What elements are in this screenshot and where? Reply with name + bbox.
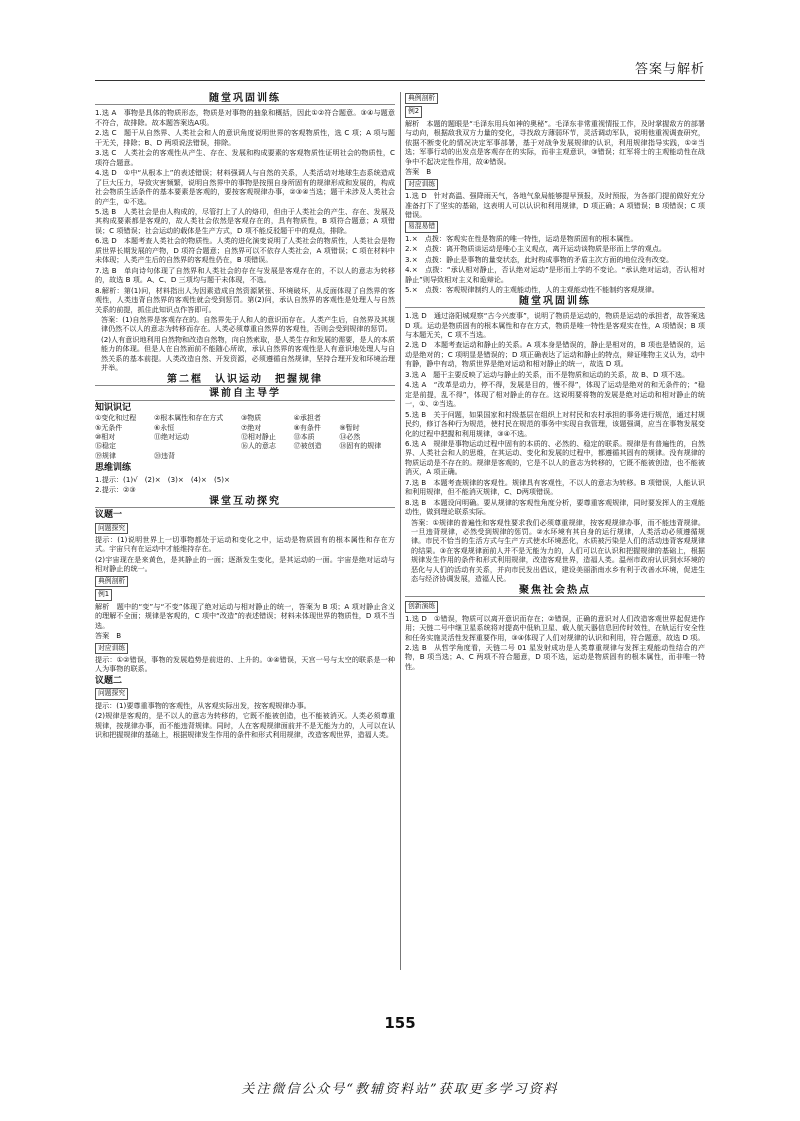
topic-title: 议题一 (95, 510, 123, 521)
knowledge-item: ③物质 (240, 414, 262, 423)
header-rule (95, 80, 705, 81)
knowledge-item: ⑪绝对运动 (153, 432, 189, 441)
footer-note: 关注微信公众号“教辅资料站”获取更多学习资料 (241, 1082, 559, 1097)
header-title: 答案与解析 (634, 62, 705, 77)
knowledge-item: ⑫相对静止 (240, 432, 276, 441)
mistake-item: 5.× 点拨：客观规律制约人的主观能动性，人的主观能动性不能制约客观规律。 (405, 285, 659, 295)
answer-item: 6.选 A 规律是事物运动过程中固有的本质的、必然的、稳定的联系。规律是有普遍性的，自然界、人类社会和人的思维，在其运动、变化和发展的过程中，都遵循其固有的规律。没有规律的物质运动是不存在的。规律是客观的，它是不以人的意志为转移的，它既不能被创造，也不能被消灭，A 项正确。 (405, 438, 705, 477)
knowledge-item: ①变化和过程 (95, 414, 137, 423)
answer-item: 6.选 D 本题考查人类社会的物质性。人类的进化演变说明了人类社会的物质性，人类社会是物质世界长期发展的产物，D 项符合题意；自然界可以不依存人类社会，A 项错误；C 项在材料中未体现；人类产生后的自然界的客观性仍在，B 项错误。 (95, 236, 395, 265)
knowledge-item: ⑥永恒 (153, 423, 175, 432)
answer-text: 答案：①规律的普遍性和客观性要求我们必须尊重规律，按客观规律办事，而不能违背规律。一旦违背规律，必然受到规律的惩罚。②水环境有其自身的运行规律，人类活动必须遵循规律。市民不恰当的生活方式与生产方式使水环境恶化，水质被污染是人们的活动违背客观规律的结果。③在客观规律面前人并不是无能为力的，人们可以在认识和把握规律的基础上，根据规律发生作用的条件和形式利用规律，改造客观世界，造福人类。温州市政府认识到水环境的恶化与人们的活动有关系，并向市民发出倡议，建设美丽浙南水乡有利于改善水环境，促进生态与经济协调发展，造福人民。 (411, 517, 705, 584)
knowledge-item: ②根本属性和存在方式 (153, 414, 224, 423)
mistake-tag: 易混易错 (405, 221, 438, 232)
training-tag: 对应训练 (95, 643, 128, 654)
knowledge-item: ⑱固有的规律 (339, 442, 382, 451)
example-tag: 典例剖析 (95, 576, 128, 587)
knowledge-item: ⑮稳定 (95, 442, 116, 451)
hint-text: (2)规律是客观的，是不以人的意志为转移的，它既不能被创造，也不能被消灭。人类必须尊重规律，按规律办事，而不能违背规律。同时，人在客观规律面前并不是无能为力的，人可以在认识和把握规律的基础上，根据规律发生作用的条件和形式利用规律，改造客观世界，造福人类。 (95, 711, 395, 740)
example-number: 例1 (95, 589, 112, 600)
section-title: 随堂巩固训练 (95, 94, 395, 105)
answer-item: 3.选 A 题干主要反映了运动与静止的关系，而不是物质和运动的关系，故 B、D 项不选。 (405, 369, 690, 379)
answer-item: 8.解析：第(1)问，材料指出人为因素造成自然资源紧张、环境破坏，从反面体现了自然界的客观性，人类违背自然界的客观性就会受到惩罚。第(2)问，承认自然界的客观性是处理人与自然关系的前提，抓住此知识点作答即可。 (95, 285, 395, 314)
answer-item: 1.选 D 通过洛阳城观察“古今兴废事”，说明了物质是运动的，物质是运动的承担者，故答案选 D 项。运动是物质固有的根本属性和存在方式，物质是唯一特性是客观实在性，A 项错误；B 项与本题无关，C 项不当选。 (405, 311, 705, 339)
question-tag: 问题探究 (95, 523, 128, 534)
knowledge-item: ⑬本质 (293, 432, 315, 441)
knowledge-item: ⑩相对 (95, 432, 116, 441)
mistake-item: 1.× 点拨：客观实在性是物质的唯一特性，运动是物质固有的根本属性。 (405, 233, 638, 243)
knowledge-item: ⑦绝对 (240, 423, 262, 432)
innovation-item: 1.选 D ①错误，物质可以离开意识而存在；②错误，正确的意识对人们改造客观世界起促进作用；天链二号中继卫星系统将对提高中低轨卫星、载人航天器信息回传时效性，在轨运行安全性和任务实施灵活性发挥重要作用，③④体现了人们对规律的认识和利用，符合题意，故选 D 项。 (405, 613, 705, 642)
page-header (95, 58, 705, 80)
knowledge-item: ⑤无条件 (95, 423, 123, 432)
interactive-title: 课堂互动探究 (95, 497, 395, 508)
answer-item: 7.选 B 单向诗句体现了自然界和人类社会的存在与发展是客观存在的，不以人的意志为转移的，故选 B 项。A、C、D 三项均与题干未体现，不选。 (95, 265, 395, 285)
hint-text: 提示：(1)说明世界上一切事物都处于运动和变化之中，运动是物质固有的根本属性和存在方式。宇宙只有在运动中才能维持存在。 (95, 535, 395, 554)
hot-topics-title: 聚焦社会热点 (405, 586, 705, 597)
column-divider (400, 92, 401, 970)
preview-title: 课前自主导学 (95, 389, 395, 400)
question-tag: 问题探究 (95, 688, 128, 699)
mistake-item: 2.× 点拨：离开物质谈运动是唯心主义观点，离开运动谈物质是形而上学的观点。 (405, 244, 666, 254)
innovation-tag: 创新演练 (405, 601, 438, 612)
answer-item: 8.选 B 本题设问明确。要从规律的客观性角度分析，要尊重客观规律，同时要发挥人的主观能动性，做到理论联系实际。 (405, 497, 705, 517)
knowledge-label: 知识识记 (95, 402, 132, 413)
knowledge-item: ⑰被创造 (293, 442, 322, 451)
knowledge-item: ⑨暂时 (339, 423, 360, 432)
innovation-item: 2.选 B 从哲学角度看，天链二号 01 星发射成功是人类尊重规律与发挥主观能动性结合的产物，B 项当选；A、C 两项不符合题意，D 项不选，运动是物质固有的根本属性，而非唯一特性。 (405, 643, 705, 671)
mistake-item: 4.× 点拨：“承认相对静止，否认绝对运动”是形而上学的不变论。“承认绝对运动，否认相对静止”则导致相对主义和诡辩论。 (405, 265, 705, 284)
hint-text: (2)宇宙现在是来黄色，是其静止的一面；逐渐发生变化，是其运动的一面。宇宙是绝对运动与相对静止的统一。 (95, 554, 395, 574)
right-column (405, 92, 705, 672)
frame-title: 第二框 认识运动 把握规律 (95, 375, 395, 386)
knowledge-item: ⑲规律 (95, 451, 116, 460)
knowledge-item: ⑳违背 (153, 451, 175, 460)
answer-list (95, 108, 395, 372)
section-title: 随堂巩固训练 (405, 297, 705, 308)
mistake-item: 3.× 点拨：静止是事物的量变状态，此时构成事物的矛盾主次方面的地位没有改变。 (405, 254, 674, 264)
example-number: 例2 (405, 106, 422, 117)
topic-title: 议题二 (95, 675, 123, 686)
training-text: 提示：①②错误，事物的发展趋势是前进的、上升的。③④错误，天宫一号与太空的联系是一种人为事物的联系。 (95, 655, 395, 674)
left-column (95, 92, 395, 741)
thinking-item: 2.提示：②③ (95, 485, 136, 495)
example-analysis: 解析 本题的题眼是“毛泽东用兵如神的奥秘”。毛泽东非常重视情报工作，及时掌握敌方的部署与动向，根据敌我双方力量的变化，寻找敌方薄弱环节，灵活调动军队，说明他重视调查研究，依据不断变化的情况决定军事部署，基于对战争发展规律的认识，利用规律指导实践，①②当选；军事行动的出发点是客观存在的实际，而非主观意识，③错误；红军将士的主观能动性在战争中不起决定性作用，故④错误。 (405, 118, 705, 166)
answer-item: 2.选 C 题干从自然界、人类社会和人的意识角度说明世界的客观物质性，选 C 项；A 项与题干无关，排除；B、D 两项说法错误，排除。 (95, 128, 395, 147)
answer-item: 3.选 C 人类社会的客观性从产生、存在、发展和构成要素的客观物质性证明社会的物质性，C 项符合题意。 (95, 148, 395, 167)
knowledge-item: ④承担者 (293, 414, 321, 423)
training-text: 1.选 D 针对高温、强降雨天气，各地气象局能够提早预报，及时预报，为各部门提前做好充分准备打下了坚实的基础，这表明人可以认识和利用规律，D 项正确；A 项错误；B 项错误；C 项错误。 (405, 191, 705, 219)
answer-item: 4.选 D ①中“从根本上”的表述错误；材料强调人与自然的关系，人类活动对地球生态系统造成了巨大压力，导致灾害频繁，说明自然界中的事物是按照自身所固有的规律形成和发展的，构成社会物质生活条件的基本要素是客观的，要按客观规律办事，②③④当选；题干未涉及人类社会的产生，①不选。 (95, 168, 395, 206)
knowledge-item: ⑭必然 (339, 432, 361, 441)
answer-text: 答案：(1)自然界是客观存在的。自然界先于人和人的意识而存在。人类产生后，自然界及其规律仍然不以人的意志为转移而存在。人类必须尊重自然界的客观性，否则会受到规律的惩罚。 (101, 314, 395, 334)
answer-item: 4.选 A “改革是动力，停不得，发展是目的，慢不得”，体现了运动是绝对的和无条件的；“稳定是前提，乱不得”，体现了相对静止的存在。这说明要将物的发展是绝对运动和相对静止的统一，①、②当选。 (405, 380, 705, 409)
example-tag: 典例剖析 (405, 93, 438, 104)
example-answer: 答案 B (95, 631, 122, 641)
example-analysis: 解析 题中的“变”与“不变”体现了绝对运动与相对静止的统一，答案为 B 项；A 项对静止含义的理解不全面；规律是客观的，C 项中“改造”的表述错误；材料未体现世界的物质性，D 项不当选。 (95, 601, 395, 630)
example-answer: 答案 B (405, 167, 432, 177)
knowledge-item (154, 442, 237, 451)
thinking-label: 思维训练 (95, 463, 132, 474)
hint-text: 提示：(1)要尊重事物的客观性，从客观实际出发，按客观规律办事。 (95, 700, 311, 710)
knowledge-item: ⑯人的意志 (240, 442, 276, 451)
knowledge-item: ⑧有条件 (293, 423, 321, 432)
answer-item: 2.选 D 本题考查运动和静止的关系。A 项本身是错误的，静止是相对的，B 项也是错误的，运动是绝对的；C 项明显是错误的；D 项正确表达了运动和静止的特点，辩证唯物主义认为，动中有静，静中有动，物质世界是绝对运动和相对静止的统一，故选 D 项。 (405, 340, 705, 369)
thinking-item: 1.提示：(1)√ (2)× (3)× (4)× (5)× (95, 474, 230, 484)
answer-item: 5.选 B 人类社会是由人构成的，尽管打上了人的烙印，但由于人类社会的产生、存在、发展及其构成要素都是客观的，故人类社会依然是客观存在的，具有物质性，B 项符合题意；A 项错误；C 项错误；社会运动的载体是生产方式，D 项不能反驳题干中的观点，排除。 (95, 206, 395, 235)
answer-text: (2)人有意识地利用自然物和改造自然物，向自然索取，是人类生存和发展的需要，是人的本质能力的体现。但是人在自然面前不能随心所欲，承认自然界的客观性是人有意识地处理人与自然关系的基本前提。人类改造自然、开发资源，必须遵循自然规律，坚持合理开发和环境治理并举。 (101, 334, 395, 373)
page-number: 155 (384, 1014, 416, 1032)
training-tag: 对应训练 (405, 179, 438, 190)
answer-item: 5.选 B 关于问题，如果国家和村级基层在组织上对村民和农村承担的事务进行规范，通过村规民约，修订各种行为规范，使村民在规范的事务中实现自我管理，该题强调，应当在事物发展变化的过程中把握和利用规律，③④不选。 (405, 409, 705, 438)
answer-item: 1.选 A 事物是具体的物质形态，物质是对事物的抽象和概括，因此①②符合题意。③④与题意不符合，故排除。故本题答案选A项。 (95, 108, 395, 127)
knowledge-grid (95, 414, 395, 461)
knowledge-item (339, 414, 395, 423)
answer-item: 7.选 B 本题考查规律的客观性。规律具有客观性，不以人的意志为转移。B 项错误，人能认识和利用规律，但不能消灭规律，C、D两项错误。 (405, 477, 705, 497)
